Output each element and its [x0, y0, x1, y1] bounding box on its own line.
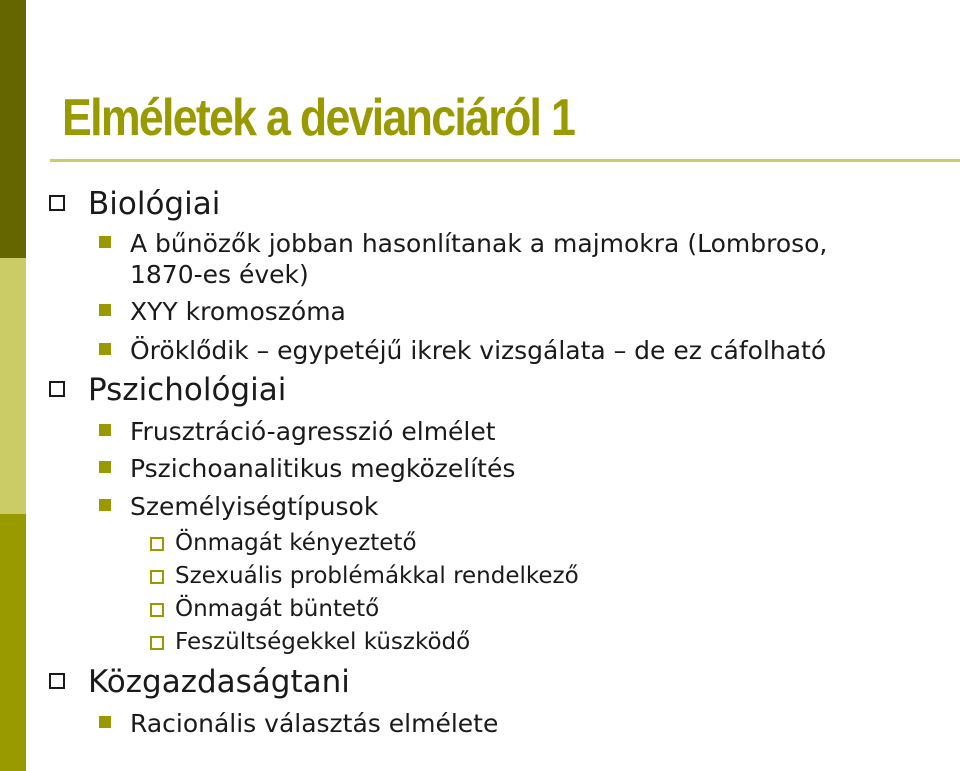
square-bullet-icon [99, 499, 111, 511]
section-heading-text: Pszichológiai [88, 372, 287, 408]
sub-list-item [175, 596, 379, 622]
list-item [130, 491, 378, 522]
slide-title: Elméletek a devianciáról 1 [62, 89, 575, 147]
side-stripe-bottom [0, 514, 26, 771]
list-item-text: Pszichoanalitikus megközelítés [130, 454, 516, 483]
list-item [130, 335, 826, 366]
list-item-text-line: A bűnözők jobban hasonlítanak a majmokra (Lombroso, [130, 229, 828, 258]
hollow-square-bullet-icon [150, 537, 164, 551]
list-item-text: Személyiségtípusok [130, 492, 379, 521]
section-heading-biologiai [88, 186, 220, 222]
hollow-square-bullet-icon [49, 673, 65, 689]
hollow-square-bullet-icon [150, 570, 164, 584]
square-bullet-icon [99, 424, 111, 436]
title-underline [50, 159, 960, 162]
sub-list-item [175, 629, 470, 655]
list-item [130, 228, 827, 290]
list-item-text: Racionális választás elmélete [130, 709, 499, 738]
list-item-text-line: 1870-es évek) [130, 260, 309, 289]
section-heading-text: Biológiai [88, 186, 221, 222]
list-item-text: XYY kromoszóma [130, 297, 346, 326]
section-heading-pszichologiai [88, 372, 286, 408]
side-stripe-middle [0, 258, 26, 514]
sub-list-item [175, 563, 579, 589]
sub-list-item-text: Szexuális problémákkal rendelkező [175, 563, 579, 589]
section-heading-text: Közgazdaságtani [88, 664, 350, 700]
list-item-text: Frusztráció-agresszió elmélet [130, 417, 496, 446]
square-bullet-icon [99, 343, 111, 355]
list-item [130, 296, 346, 327]
sub-list-item-text: Feszültségekkel küszködő [175, 629, 471, 655]
sub-list-item-text: Önmagát kényeztető [175, 530, 417, 556]
section-heading-kozgazdasagtani [88, 664, 350, 700]
list-item [130, 416, 496, 447]
sub-list-item-text: Önmagát büntető [175, 596, 380, 622]
hollow-square-bullet-icon [150, 603, 164, 617]
side-stripe-top [0, 0, 26, 258]
hollow-square-bullet-icon [150, 636, 164, 650]
square-bullet-icon [99, 304, 111, 316]
hollow-square-bullet-icon [49, 195, 65, 211]
list-item [130, 453, 515, 484]
list-item [130, 708, 498, 739]
sub-list-item [175, 530, 417, 556]
square-bullet-icon [99, 236, 111, 248]
hollow-square-bullet-icon [49, 381, 65, 397]
square-bullet-icon [99, 716, 111, 728]
list-item-text: Öröklődik – egypetéjű ikrek vizsgálata – de ez cáfolható [130, 336, 827, 365]
square-bullet-icon [99, 461, 111, 473]
